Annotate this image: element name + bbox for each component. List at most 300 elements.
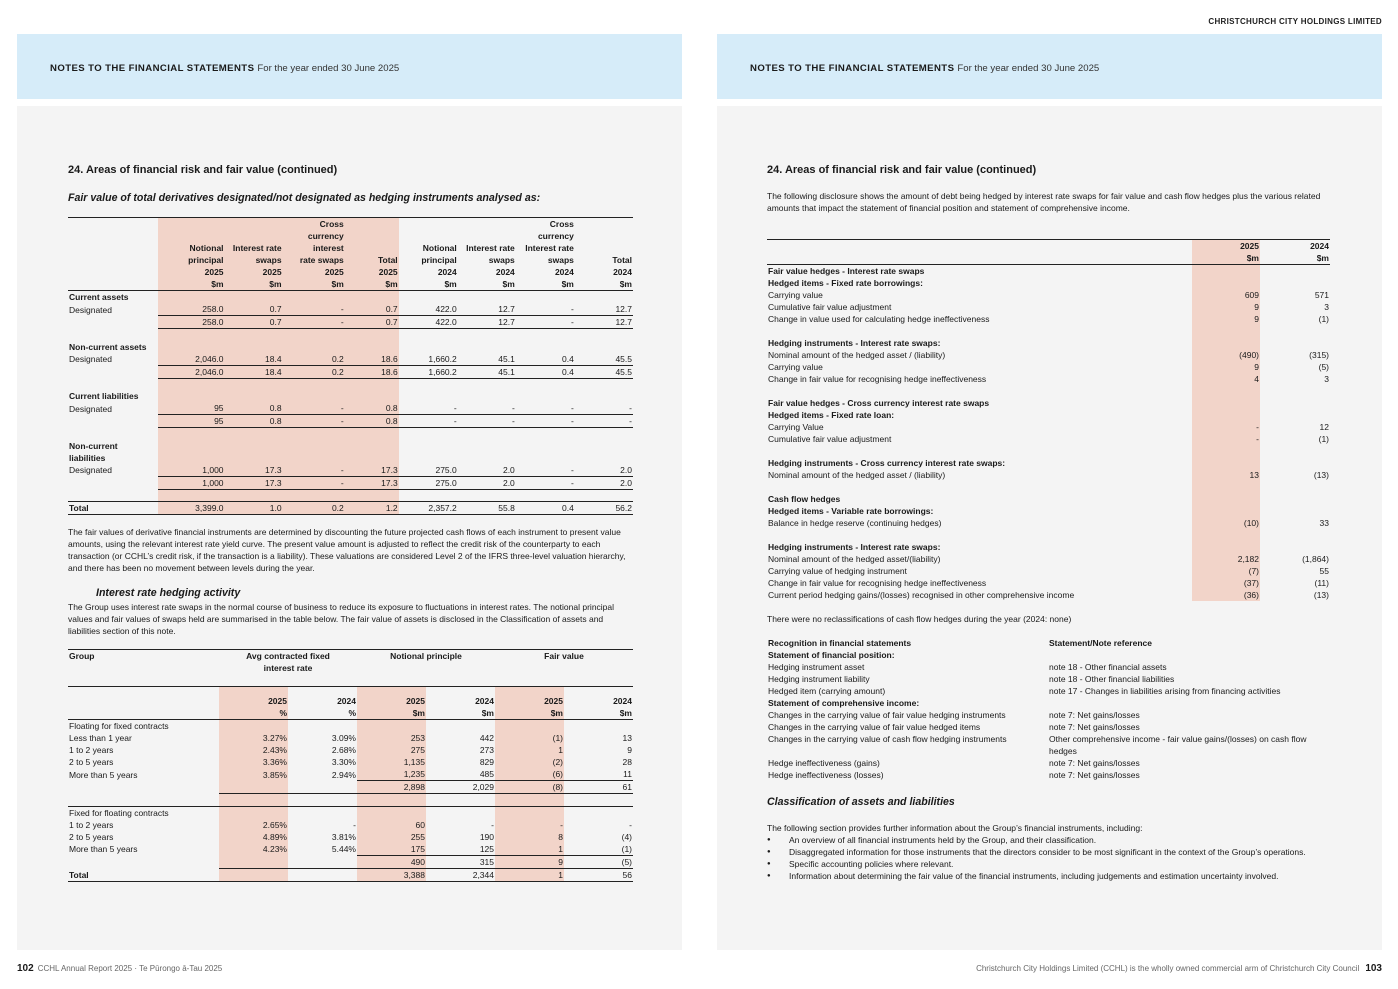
reference-cell: note 7: Net gains/losses: [1049, 770, 1140, 780]
fv-value-cell: -: [516, 476, 575, 489]
fv-header-row: [68, 218, 633, 291]
hedge-row-label: [767, 529, 1192, 541]
fv-header-line: Cross: [319, 219, 344, 229]
fv-value-cell: 0.2: [283, 353, 345, 366]
fair-value-title: Fair value of total derivatives designated/not designated as hedging instruments analysed as:: [68, 192, 541, 204]
fv-empty-cell: [516, 329, 575, 341]
fv-header-line: Notional: [422, 243, 457, 253]
irh-value-cell: 275: [357, 744, 426, 756]
recognition-item: Hedge ineffectiveness (losses): [768, 770, 884, 780]
fv-header-line: $m: [331, 279, 344, 289]
recognition-item: Statement of financial position:: [768, 650, 895, 660]
fv-row-sec: [68, 440, 633, 452]
hedge-empty-cell: [1260, 337, 1330, 349]
fv-value-cell: 2.0: [458, 464, 516, 477]
irh-value-cell: [288, 868, 357, 881]
hedge-row: [767, 529, 1330, 541]
fv-value-cell: -: [283, 415, 345, 428]
hedge-value-cell: 12: [1319, 422, 1329, 432]
hedge-value-cell: 3: [1324, 302, 1329, 312]
hedge-row-label: [767, 325, 1192, 337]
irh-year-line: 2025: [544, 696, 563, 706]
fv-empty-cell: [158, 440, 224, 452]
hedge-row-label: Fair value hedges - Cross currency interest rate swaps: [768, 398, 990, 408]
fv-value-cell: 275.0: [399, 464, 458, 477]
irh-value-cell: 4.89%: [219, 831, 288, 843]
fv-empty-cell: [345, 489, 399, 502]
irh-value-cell: 61: [564, 781, 633, 794]
fv-row-row: [68, 464, 633, 477]
hedge-value-cell: 2,182: [1192, 553, 1260, 565]
fv-header-line: Notional: [189, 243, 224, 253]
irh-unit-line: $m: [550, 708, 563, 718]
irh-year-header: [288, 687, 357, 720]
hedge-value-cell: 9: [1192, 361, 1260, 373]
fv-value-cell: -: [283, 303, 345, 316]
irh-value-cell: 1,235: [357, 768, 426, 781]
irh-value-cell: 3.27%: [219, 732, 288, 744]
fv-empty-cell: [458, 489, 516, 502]
fv-value-cell: 18.4: [225, 365, 283, 378]
page-header-band: [717, 34, 1382, 99]
fv-value-cell: -: [575, 415, 633, 428]
irh-value-cell: 3.81%: [331, 831, 356, 842]
fv-empty-cell: [458, 452, 516, 464]
fv-value-cell: 56.2: [575, 502, 633, 515]
fv-row-sec: [68, 390, 633, 402]
hedge-row-label: [767, 445, 1192, 457]
irh-empty-cell: [564, 806, 633, 819]
recognition-item: Statement of comprehensive income:: [768, 698, 920, 708]
hedge-value-cell: (1,864): [1302, 554, 1329, 564]
irh-year-line: 2024: [613, 696, 632, 706]
irh-value-cell: 56: [564, 868, 633, 881]
irh-empty-cell: [564, 720, 633, 733]
fv-header-line: 2024: [495, 267, 515, 277]
irh-value-cell: 2.43%: [219, 744, 288, 756]
fv-empty-cell: [399, 291, 458, 304]
hedge-header-label: [767, 240, 1192, 265]
hedge-value-cell: -: [1192, 421, 1260, 433]
fv-empty-cell: [458, 428, 516, 440]
irh-value-cell: 175: [357, 843, 426, 856]
hedge-disclosure-table: [767, 239, 1330, 601]
irh-row-row: [68, 768, 633, 781]
irh-value-cell: 1: [495, 843, 564, 856]
irh-value-cell: 485: [479, 769, 494, 779]
fv-value-cell: -: [283, 476, 345, 489]
irh-value-cell: 190: [479, 831, 494, 842]
fv-empty-cell: [225, 452, 283, 464]
fv-value-cell: 1,660.2: [399, 365, 458, 378]
hedge-empty-cell: [1260, 409, 1330, 421]
hedge-empty-cell: [1260, 325, 1330, 337]
fv-value-cell: 2,357.2: [399, 502, 458, 515]
hedge-year-line: 2025: [1240, 241, 1259, 251]
irh-year-header: [426, 687, 495, 720]
fv-empty-cell: [158, 390, 224, 402]
hedge-empty-cell: [1260, 397, 1330, 409]
classification-bullet: ● An overview of all financial instruments held by the Group, and their classification.: [767, 834, 1330, 846]
fv-empty-cell: [345, 452, 399, 464]
irh-row-label: Total: [68, 868, 219, 881]
hedge-empty-cell: [1192, 457, 1260, 469]
hedge-empty-cell: [1192, 337, 1260, 349]
hedge-value-cell: (1): [1318, 434, 1329, 444]
fv-value-cell: 17.3: [225, 464, 283, 477]
fv-empty-cell: [283, 489, 345, 502]
fv-empty-cell: [399, 428, 458, 440]
irh-empty-cell: [495, 806, 564, 819]
fv-value-cell: -: [399, 415, 458, 428]
recognition-row: [767, 721, 1330, 733]
irh-value-cell: 11: [623, 769, 632, 779]
irh-row-sub: [68, 855, 633, 868]
fv-value-cell: -: [283, 316, 345, 329]
irh-year-label: [68, 687, 219, 720]
recognition-item: Changes in the carrying value of cash flow hedging instruments: [768, 734, 1007, 744]
irh-empty-cell: [426, 806, 495, 819]
right-content: [717, 106, 1382, 950]
fv-row-label: [68, 428, 158, 440]
hedge-row: [767, 493, 1330, 505]
note-heading: 24. Areas of financial risk and fair value (continued): [68, 164, 338, 176]
reference-cell: note 18 - Other financial assets: [1049, 662, 1167, 672]
fv-value-cell: 18.6: [345, 365, 399, 378]
irh-row-label: [68, 794, 219, 807]
hedge-row-label: Hedging instruments - Interest rate swaps:: [768, 542, 941, 552]
hedge-row-label: Change in fair value for recognising hedge ineffectiveness: [768, 578, 987, 588]
hedge-empty-cell: [1260, 457, 1330, 469]
fv-empty-cell: [575, 329, 633, 341]
fv-row-label: [68, 415, 158, 428]
fv-empty-cell: [283, 390, 345, 402]
fv-value-cell: 17.3: [345, 464, 399, 477]
hedge-value-cell: 13: [1192, 469, 1260, 481]
fv-row-label: [68, 378, 158, 390]
fv-value-cell: 95: [158, 415, 224, 428]
fv-empty-cell: [345, 329, 399, 341]
hedge-empty-cell: [1192, 445, 1260, 457]
fv-value-cell: 2.0: [575, 464, 633, 477]
hedge-value-cell: 3: [1324, 374, 1329, 384]
section-subtitle: For the year ended 30 June 2025: [257, 63, 400, 74]
fv-empty-cell: [516, 378, 575, 390]
fv-value-cell: 55.8: [458, 502, 516, 515]
irh-row-label: [68, 781, 219, 794]
irh-value-cell: [288, 855, 357, 868]
fv-empty-cell: [225, 291, 283, 304]
fv-column-header: [458, 218, 516, 291]
interest-rate-swaps-table: [68, 649, 633, 882]
irh-empty-cell: [219, 806, 288, 819]
fv-value-cell: 0.8: [345, 402, 399, 415]
fv-header-line: 2025: [378, 267, 398, 277]
hedge-row: [767, 289, 1330, 301]
fv-empty-cell: [575, 428, 633, 440]
irh-value-cell: 273: [479, 745, 494, 755]
irh-empty-cell: [495, 794, 564, 807]
header-label-cell: [68, 218, 158, 291]
hedge-row: [767, 337, 1330, 349]
hedge-value-cell: 4: [1192, 373, 1260, 385]
fv-value-cell: -: [458, 415, 516, 428]
fv-value-cell: -: [516, 303, 575, 316]
irh-row-label: More than 5 years: [69, 769, 138, 780]
fv-value-cell: 18.6: [345, 353, 399, 366]
fv-column-header: [575, 218, 633, 291]
hedge-row: [767, 397, 1330, 409]
hedge-empty-cell: [1260, 277, 1330, 289]
fv-empty-cell: [575, 440, 633, 452]
fv-empty-cell: [283, 291, 345, 304]
footer-right-text: Christchurch City Holdings Limited (CCHL) is the wholly owned commercial arm of Christchurch City Council: [976, 964, 1360, 973]
fv-empty-cell: [399, 378, 458, 390]
irh-year-header: [495, 687, 564, 720]
fv-row-label: [68, 329, 158, 341]
hedge-row-label: Balance in hedge reserve (continuing hedges): [768, 518, 942, 528]
fv-row-sub: [68, 365, 633, 378]
irh-value-cell: 4.23%: [219, 843, 288, 856]
irh-value-cell: 3.36%: [219, 756, 288, 768]
fv-header-line: $m: [444, 279, 457, 289]
hedge-empty-cell: [1192, 409, 1260, 421]
irh-value-cell: (6): [495, 768, 564, 781]
hedge-empty-cell: [1192, 493, 1260, 505]
hedge-row-label: Change in value used for calculating hedge ineffectiveness: [768, 314, 990, 324]
hedge-row: [767, 505, 1330, 517]
irh-unit-line: %: [279, 708, 287, 718]
irh-value-cell: 28: [622, 757, 632, 767]
hedge-row: [767, 301, 1330, 313]
fv-row-row: [68, 402, 633, 415]
fv-row-label: Non-current assets: [69, 341, 147, 352]
classification-bullet: ● Specific accounting policies where relevant.: [767, 858, 1330, 870]
irh-value-cell: 8: [495, 831, 564, 843]
hedge-empty-cell: [1192, 481, 1260, 493]
fv-value-cell: 1.0: [225, 502, 283, 515]
hedge-row-label: Nominal amount of the hedged asset / (liability): [768, 470, 946, 480]
irh-row-label: 1 to 2 years: [69, 745, 114, 755]
fv-value-cell: 1,000: [158, 464, 224, 477]
hedge-value-cell: (11): [1314, 578, 1329, 588]
hedge-empty-cell: [1192, 265, 1260, 278]
fv-value-cell: -: [458, 402, 516, 415]
hedge-value-cell: 571: [1314, 290, 1329, 300]
irh-empty-cell: [288, 806, 357, 819]
irh-unit-line: %: [348, 708, 356, 718]
fv-empty-cell: [458, 440, 516, 452]
fv-row-label: liabilities: [69, 452, 106, 463]
fv-empty-cell: [516, 390, 575, 402]
fv-empty-cell: [225, 440, 283, 452]
fv-value-cell: 0.4: [516, 365, 575, 378]
page-number-right: 103: [1365, 963, 1382, 974]
hedge-empty-cell: [1260, 481, 1330, 493]
fv-value-cell: 12.7: [575, 303, 633, 316]
fv-row-label: [68, 489, 158, 502]
fv-column-header: [283, 218, 345, 291]
left-content: [17, 106, 682, 950]
recognition-table: [767, 637, 1330, 781]
irh-row-label: 1 to 2 years: [69, 819, 114, 830]
fv-value-cell: -: [516, 402, 575, 415]
fv-row-label: [68, 365, 158, 378]
fv-value-cell: 0.2: [283, 502, 345, 515]
fv-empty-cell: [345, 341, 399, 353]
reference-cell: note 7: Net gains/losses: [1049, 758, 1140, 768]
fv-empty-cell: [516, 428, 575, 440]
irh-row-gap: [68, 794, 633, 807]
hedge-row: [767, 421, 1330, 433]
irh-row-row: [68, 744, 633, 756]
fv-header-line: $m: [561, 279, 574, 289]
fv-header-line: swaps: [547, 255, 574, 265]
fv-row-gap: [68, 489, 633, 502]
hedge-row-label: Cumulative fair value adjustment: [768, 434, 892, 444]
hedge-year-header: [1192, 240, 1260, 265]
fv-empty-cell: [225, 378, 283, 390]
fv-value-cell: 0.7: [345, 303, 399, 316]
irh-value-cell: 2.68%: [331, 745, 356, 755]
fv-header-line: rate swaps: [299, 255, 344, 265]
fv-empty-cell: [345, 378, 399, 390]
irh-row-label: More than 5 years: [69, 844, 138, 854]
fv-empty-cell: [283, 341, 345, 353]
hedge-empty-cell: [1192, 505, 1260, 517]
hedge-value-cell: (7): [1192, 565, 1260, 577]
fv-value-cell: 95: [158, 402, 224, 415]
hedge-row: [767, 349, 1330, 361]
irh-spacer-cell: [564, 674, 633, 687]
fv-empty-cell: [575, 452, 633, 464]
hedge-row: [767, 565, 1330, 577]
hedge-value-cell: (37): [1192, 577, 1260, 589]
irh-empty-cell: [357, 794, 426, 807]
fv-empty-cell: [458, 378, 516, 390]
hedge-value-cell: (1): [1318, 314, 1329, 324]
irh-value-cell: 9: [627, 745, 632, 755]
hedge-value-cell: (13): [1313, 590, 1329, 600]
fv-row-row: [68, 353, 633, 366]
irh-empty-cell: [288, 720, 357, 733]
fair-value-paragraph: The fair values of derivative financial instruments are determined by discounting the future projected cash flows of each instrument to present value amounts, using the relevant interest rate yield curve. The present value amount is adjusted to reflect the credit risk of the counterparty to each transaction (or CCHL’s credit risk, if the transaction is a liability). These valuations are considered Level 2 of the IFRS three-level valuation hierarchy, and there has been no movement between levels during the year.: [68, 527, 626, 573]
interest-rate-hedging-paragraph: The Group uses interest rate swaps in the normal course of business to reduce its exposure to fluctuations in interest rates. The notional principal values and fair values of swaps held are summarised in the table below. The fair value of assets is disclosed in the Classification of assets and liabilities section of this note.: [68, 602, 615, 636]
fv-row-sec: [68, 291, 633, 304]
fv-header-line: principal: [421, 255, 457, 265]
irh-row-label: Floating for fixed contracts: [69, 721, 169, 731]
hedge-empty-cell: [1192, 397, 1260, 409]
irh-year-line: 2025: [268, 696, 287, 706]
classification-title: Classification of assets and liabilities: [767, 796, 955, 808]
fv-empty-cell: [225, 329, 283, 341]
irh-unit-line: $m: [412, 708, 425, 718]
irh-spacer-cell: [426, 674, 495, 687]
fv-value-cell: -: [283, 464, 345, 477]
fv-value-cell: 12.7: [458, 303, 516, 316]
reference-header: Statement/Note reference: [1049, 638, 1152, 648]
fv-row-label: Current assets: [69, 292, 129, 302]
recognition-row: [767, 685, 1330, 697]
hedge-row-label: Fair value hedges - Interest rate swaps: [768, 266, 925, 276]
fv-value-cell: 0.7: [225, 303, 283, 316]
fv-empty-cell: [158, 341, 224, 353]
fv-header-line: $m: [385, 279, 398, 289]
fv-value-cell: 1.2: [345, 502, 399, 515]
fv-header-line: $m: [619, 279, 632, 289]
hedge-value-cell: (10): [1192, 517, 1260, 529]
fv-row-label: Non-current: [69, 440, 118, 451]
hedge-value-cell: (13): [1313, 470, 1329, 480]
hedge-value-cell: 9: [1192, 301, 1260, 313]
fv-row-label: [68, 476, 158, 489]
irh-unit-line: $m: [481, 708, 494, 718]
irh-spacer-cell: [288, 674, 357, 687]
irh-value-cell: (1): [621, 843, 632, 854]
fv-value-cell: -: [516, 316, 575, 329]
irh-value-cell: 255: [357, 831, 426, 843]
fv-header-line: 2024: [613, 267, 632, 277]
recognition-row: [767, 709, 1330, 721]
footer-left-text: CCHL Annual Report 2025 · Te Pūrongo ā-Tau 2025: [37, 964, 223, 973]
recognition-row: [767, 649, 1330, 661]
fv-column-header: [225, 218, 283, 291]
irh-value-cell: [219, 781, 288, 794]
fv-header-line: swaps: [255, 255, 282, 265]
fv-column-header: [345, 218, 399, 291]
fv-empty-cell: [158, 329, 224, 341]
footer-left: [17, 963, 222, 974]
fv-empty-cell: [458, 329, 516, 341]
fv-header-line: Total: [612, 255, 632, 265]
fv-row-label: Designated: [69, 403, 113, 414]
fv-value-cell: 18.4: [225, 353, 283, 366]
recognition-header-row: [767, 637, 1330, 649]
fv-value-cell: 45.5: [575, 365, 633, 378]
fv-value-cell: 17.3: [345, 476, 399, 489]
hedge-empty-cell: [1192, 277, 1260, 289]
irh-value-cell: (4): [621, 831, 632, 842]
irh-group-row: [68, 650, 633, 675]
hedge-empty-cell: [1260, 265, 1330, 278]
irh-row-label: Fixed for floating contracts: [68, 806, 219, 819]
irh-value-cell: 1: [495, 868, 564, 881]
fv-value-cell: 0.8: [225, 415, 283, 428]
hedge-value-cell: -: [1192, 433, 1260, 445]
irh-row-label: [68, 855, 219, 868]
irh-spacer-cell: [219, 674, 288, 687]
irh-fair-value-header: Fair value: [495, 650, 633, 675]
fv-empty-cell: [516, 440, 575, 452]
fv-value-cell: 422.0: [399, 303, 458, 316]
fv-empty-cell: [345, 440, 399, 452]
fv-row-label: Designated: [69, 304, 113, 315]
fv-row-gap: [68, 378, 633, 390]
irh-value-cell: -: [629, 819, 632, 830]
irh-value-cell: 829: [479, 757, 494, 767]
fv-header-line: swaps: [488, 255, 515, 265]
fv-column-header: [399, 218, 458, 291]
fv-row-sec: [68, 452, 633, 464]
hedge-row: [767, 265, 1330, 278]
irh-avg-rate-line: Avg contracted fixed: [246, 651, 330, 661]
fv-row-label: [68, 316, 158, 329]
fv-row-sub: [68, 415, 633, 428]
irh-value-cell: 2,344: [426, 868, 495, 881]
hedge-intro-paragraph: The following disclosure shows the amount of debt being hedged by interest rate swaps for fair value and cash flow hedges plus the various related amounts that impact the statement of financial position and statement of comprehensive income.: [767, 191, 1321, 213]
recognition-item: Hedging instrument liability: [768, 674, 870, 684]
hedge-value-cell: (490): [1192, 349, 1260, 361]
